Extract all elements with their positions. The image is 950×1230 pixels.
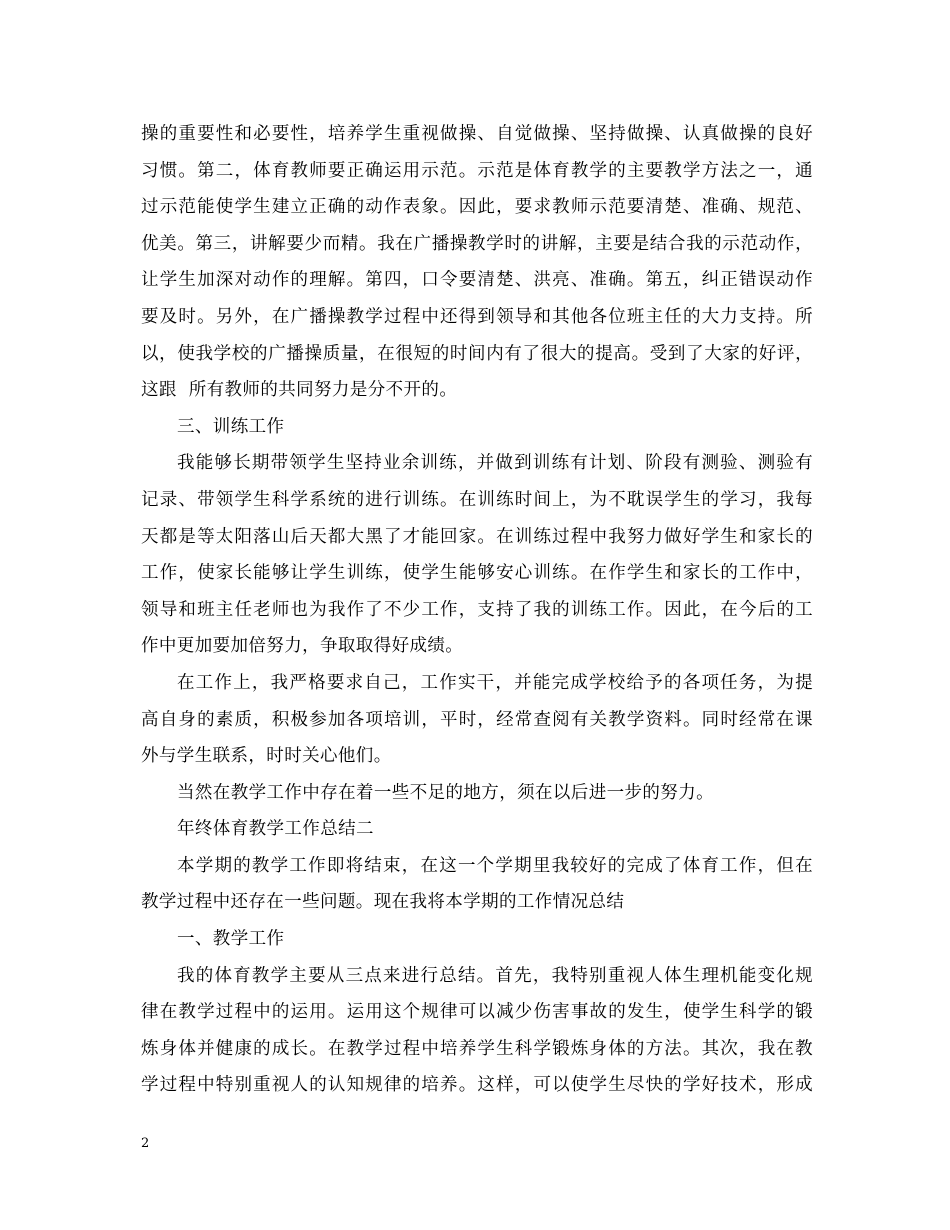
text-line: 当然在教学工作中存在着一些不足的地方，须在以后进一步的努力。 — [177, 782, 714, 803]
text-line: 过示范能使学生建立正确的动作表象。因此，要求教师示范要清楚、准确、规范、 — [141, 197, 813, 218]
text-line: 学过程中特别重视人的认知规律的培养。这样，可以使学生尽快的学好技术，形成 — [141, 1075, 813, 1096]
text-line: 习惯。第二，体育教师要正确运用示范。示范是体育教学的主要教学方法之一，通 — [141, 160, 813, 181]
text-line: 外与学生联系，时时关心他们。 — [141, 746, 392, 767]
section-heading: 三、训练工作 — [177, 416, 285, 437]
text-line: 我能够长期带领学生坚持业余训练，并做到训练有计划、阶段有测验、测验有 — [177, 453, 813, 474]
section-heading: 一、教学工作 — [177, 929, 285, 950]
text-line: 操的重要性和必要性，培养学生重视做操、自觉做操、坚持做操、认真做操的良好 — [141, 124, 813, 144]
body-text — [141, 116, 813, 1104]
page-number: 2 — [141, 1136, 150, 1151]
text-line: 高自身的素质，积极参加各项培训，平时，经常查阅有关教学资料。同时经常在课 — [141, 709, 813, 730]
text-line: 让学生加深对动作的理解。第四，口令要清楚、洪亮、准确。第五，纠正错误动作 — [141, 270, 813, 291]
text-line: 记录、带领学生科学系统的进行训练。在训练时间上，为不耽误学生的学习，我每 — [141, 489, 813, 510]
text-line: 我的体育教学主要从三点来进行总结。首先，我特别重视人体生理机能变化规 — [177, 965, 813, 986]
text-line: 这跟 所有教师的共同努力是分不开的。 — [141, 380, 458, 401]
text-line: 炼身体并健康的成长。在教学过程中培养学生科学锻炼身体的方法。其次，我在教 — [141, 1038, 813, 1059]
text-line: 要及时。另外，在广播操教学过程中还得到领导和其他各位班主任的大力支持。所 — [141, 306, 813, 327]
text-line: 在工作上，我严格要求自己，工作实干，并能完成学校给予的各项任务，为提 — [177, 672, 813, 693]
text-line: 以，使我学校的广播操质量，在很短的时间内有了很大的提高。受到了大家的好评， — [141, 343, 813, 364]
text-line: 教学过程中还存在一些问题。现在我将本学期的工作情况总结 — [141, 892, 625, 913]
text-line: 优美。第三，讲解要少而精。我在广播操教学时的讲解，主要是结合我的示范动作， — [141, 233, 813, 254]
section-title: 年终体育教学工作总结二 — [177, 819, 374, 840]
text-line: 领导和班主任老师也为我作了不少工作，支持了我的训练工作。因此，在今后的工 — [141, 599, 813, 620]
text-line: 工作，使家长能够让学生训练，使学生能够安心训练。在作学生和家长的工作中， — [141, 563, 813, 584]
text-line: 律在教学过程中的运用。运用这个规律可以减少伤害事故的发生，使学生科学的锻 — [141, 1002, 813, 1023]
text-line: 作中更加要加倍努力，争取取得好成绩。 — [141, 636, 464, 657]
text-line: 天都是等太阳落山后天都大黑了才能回家。在训练过程中我努力做好学生和家长的 — [141, 526, 813, 547]
text-line: 本学期的教学工作即将结束，在这一个学期里我较好的完成了体育工作，但在 — [177, 855, 813, 876]
